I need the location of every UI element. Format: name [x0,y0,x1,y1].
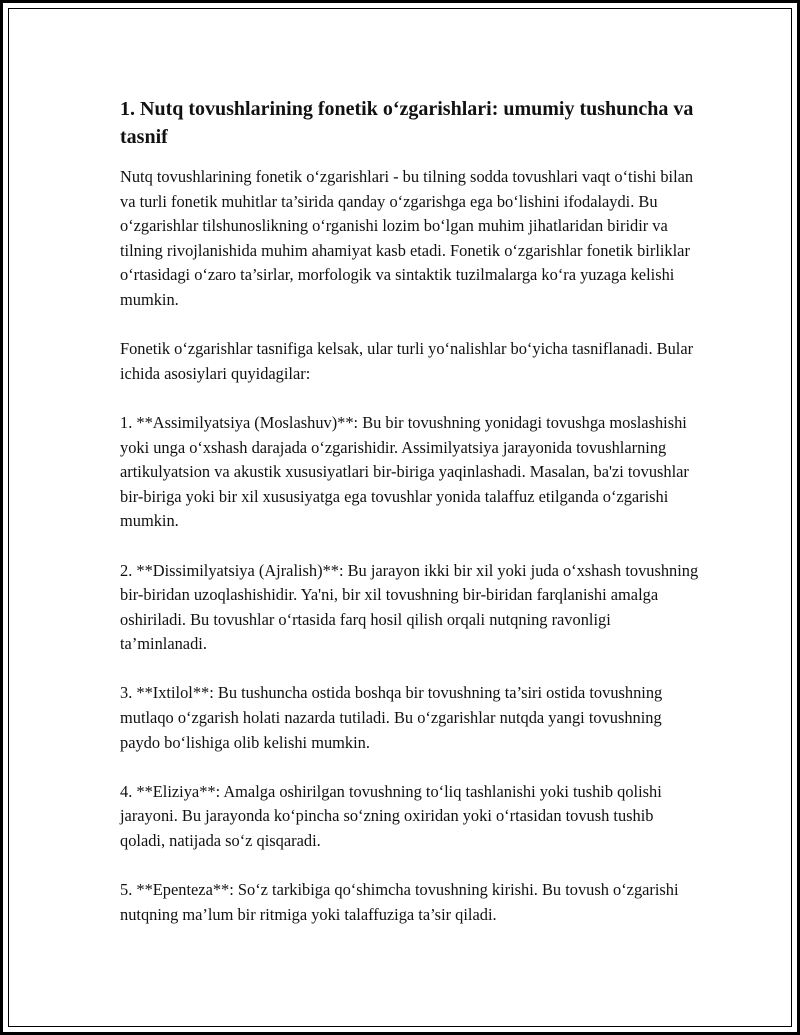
paragraph-assimilation: 1. **Assimilyatsiya (Moslashuv)**: Bu bir tovushning yonidagi tovushga moslashishi yoki unga o‘xshash darajada o‘zgarishidir. Assimilyatsiya jarayonida tovushlarning artikulyatsion va akustik xususiyatlari bir-biriga yaqinlashadi. Masalan, ba'zi tovushlar bir-biriga yoki bir xil xususiyatga ega tovushlar yonida talaffuz etilganda o‘zgarishi mumkin. [120,412,689,531]
paragraph-elision: 4. **Eliziya**: Amalga oshirilgan tovushning to‘liq tashlanishi yoki tushib qolishi jarayoni. Bu jarayonda ko‘pincha so‘zning oxiridan yoki o‘rtasidan tovush tushib qoladi, natijada so‘z qisqaradi. [120,781,662,851]
paragraph-ixtilol: 3. **Ixtilol**: Bu tushuncha ostida boshqa bir tovushning ta’siri ostida tovushning mutlaqo o‘zgarish holati nazarda tutiladi. Bu o‘zgarishlar nutqda yangi tovushning paydo bo‘lishiga olib kelishi mumkin. [120,683,663,752]
document-body [120,95,700,927]
document-title: 1. Nutq tovushlarining fonetik o‘zgarishlari: umumiy tushuncha va tasnif [120,98,694,148]
paragraph-intro: Nutq tovushlarining fonetik o‘zgarishlari - bu tilning sodda tovushlari vaqt o‘tishi bilan va turli fonetik muhitlar ta’sirida qanday o‘zgarishga ega bo‘lishini ifodalaydi. Bu o‘zgarishlar tilshunoslikning o‘rganishi lozim bo‘lgan muhim jihatlaridan biridir va tilning rivojlanishida muhim ahamiyat kasb etadi. Fonetik o‘zgarishlar fonetik birliklar o‘rtasidagi o‘zaro ta’sirlar, morfologik va sintaktik tuzilmalarga ko‘ra yuzaga kelishi mumkin. [120,167,694,309]
paragraph-epenthesis: 5. **Epenteza**: So‘z tarkibiga qo‘shimcha tovushning kirishi. Bu tovush o‘zgarishi nutqning ma’lum bir ritmiga yoki talaffuziga ta’sir qiladi. [120,880,679,924]
paragraph-dissimilation: 2. **Dissimilyatsiya (Ajralish)**: Bu jarayon ikki bir xil yoki juda o‘xshash tovushning bir-biridan uzoqlashishidir. Ya'ni, bir xil tovushning bir-biridan farqlanishi amalga oshiriladi. Bu tovushlar o‘rtasida farq hosil qilish orqali nutqning ravonligi ta’minlanadi. [120,560,699,654]
paragraph-classification: Fonetik o‘zgarishlar tasnifiga kelsak, ular turli yo‘nalishlar bo‘yicha tasniflanadi. Bular ichida asosiylari quyidagilar: [120,339,694,383]
